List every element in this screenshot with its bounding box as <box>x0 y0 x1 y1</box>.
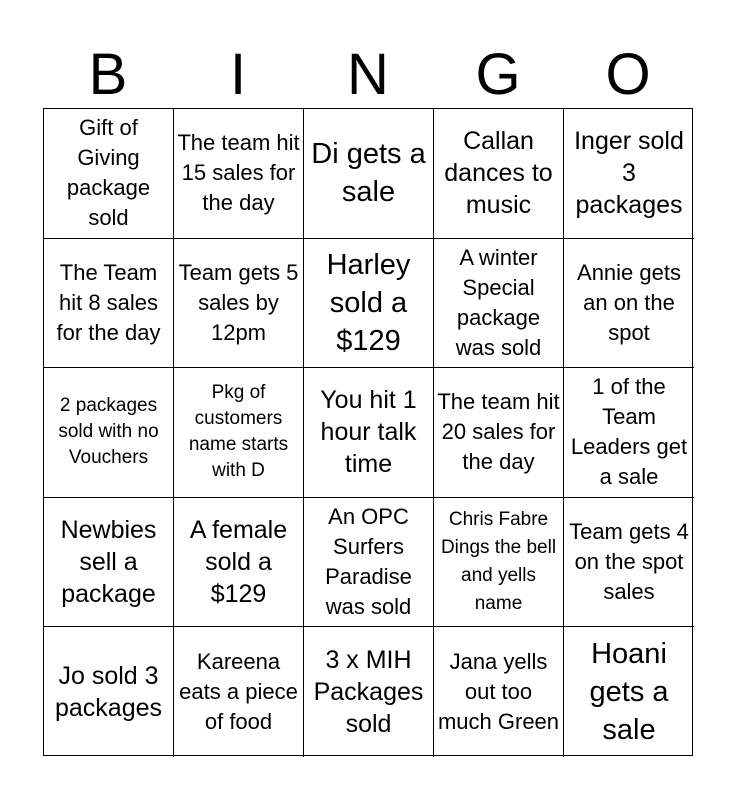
cell-text: The team hit 15 sales for the day <box>177 130 300 216</box>
bingo-cell[interactable] <box>44 368 174 498</box>
bingo-cell[interactable] <box>174 368 304 498</box>
bingo-cell[interactable] <box>564 368 694 498</box>
cell-text: Gift of Giving package sold <box>66 115 151 231</box>
bingo-cell[interactable] <box>44 627 174 757</box>
bingo-cell[interactable] <box>434 109 564 239</box>
cell-text: Annie gets an on the spot <box>577 259 681 345</box>
cell-text: Newbies sell a package <box>60 516 157 609</box>
cell-text: Jana yells out too much Green <box>437 649 560 735</box>
bingo-cell[interactable] <box>174 498 304 628</box>
cell-text: Kareena eats a piece of food <box>179 649 298 735</box>
cell-text: A female sold a $129 <box>189 516 288 609</box>
bingo-title <box>43 42 693 108</box>
cell-text: The Team hit 8 sales for the day <box>56 259 161 345</box>
bingo-cell[interactable] <box>564 109 694 239</box>
cell-text: An OPC Surfers Paradise was sold <box>325 504 412 620</box>
cell-text: Chris Fabre Dings the bell and yells name <box>440 509 557 615</box>
bingo-cell[interactable] <box>174 109 304 239</box>
bingo-cell[interactable] <box>304 498 434 628</box>
title-letter-n: N <box>347 42 389 107</box>
cell-text: Inger sold 3 packages <box>574 127 684 220</box>
bingo-grid <box>43 108 693 756</box>
bingo-cell[interactable] <box>174 627 304 757</box>
bingo-cell[interactable] <box>174 239 304 369</box>
bingo-cell[interactable] <box>304 368 434 498</box>
cell-text: A winter Special package was sold <box>455 244 542 360</box>
cell-text: You hit 1 hour talk time <box>320 386 417 479</box>
bingo-cell[interactable] <box>434 239 564 369</box>
cell-text: Di gets a sale <box>311 138 426 209</box>
cell-text: 2 packages sold with no Vouchers <box>58 395 159 469</box>
cell-text: Callan dances to music <box>444 127 553 220</box>
bingo-cell[interactable] <box>564 498 694 628</box>
bingo-cell[interactable] <box>304 627 434 757</box>
title-letter-o: O <box>605 42 651 107</box>
bingo-cell[interactable] <box>44 109 174 239</box>
cell-text: Jo sold 3 packages <box>54 662 163 723</box>
cell-text: The team hit 20 sales for the day <box>437 389 560 475</box>
cell-text: Harley sold a $129 <box>326 248 411 357</box>
title-letter-g: G <box>475 42 521 107</box>
cell-text: Pkg of customers name starts with D <box>188 382 289 482</box>
bingo-cell[interactable] <box>434 368 564 498</box>
cell-text: Hoani gets a sale <box>589 638 669 747</box>
cell-text: Team gets 4 on the spot sales <box>569 519 689 605</box>
bingo-cell[interactable] <box>304 109 434 239</box>
bingo-cell[interactable] <box>304 239 434 369</box>
bingo-cell[interactable] <box>434 627 564 757</box>
bingo-cell[interactable] <box>44 239 174 369</box>
bingo-cell[interactable] <box>44 498 174 628</box>
title-letter-i: I <box>229 42 247 107</box>
bingo-cell[interactable] <box>434 498 564 628</box>
bingo-cell[interactable] <box>564 239 694 369</box>
title-letter-b: B <box>88 42 128 107</box>
cell-text: Team gets 5 sales by 12pm <box>178 259 299 345</box>
bingo-cell[interactable] <box>564 627 694 757</box>
cell-text: 3 x MIH Packages sold <box>313 646 424 739</box>
cell-text: 1 of the Team Leaders get a sale <box>570 374 688 490</box>
